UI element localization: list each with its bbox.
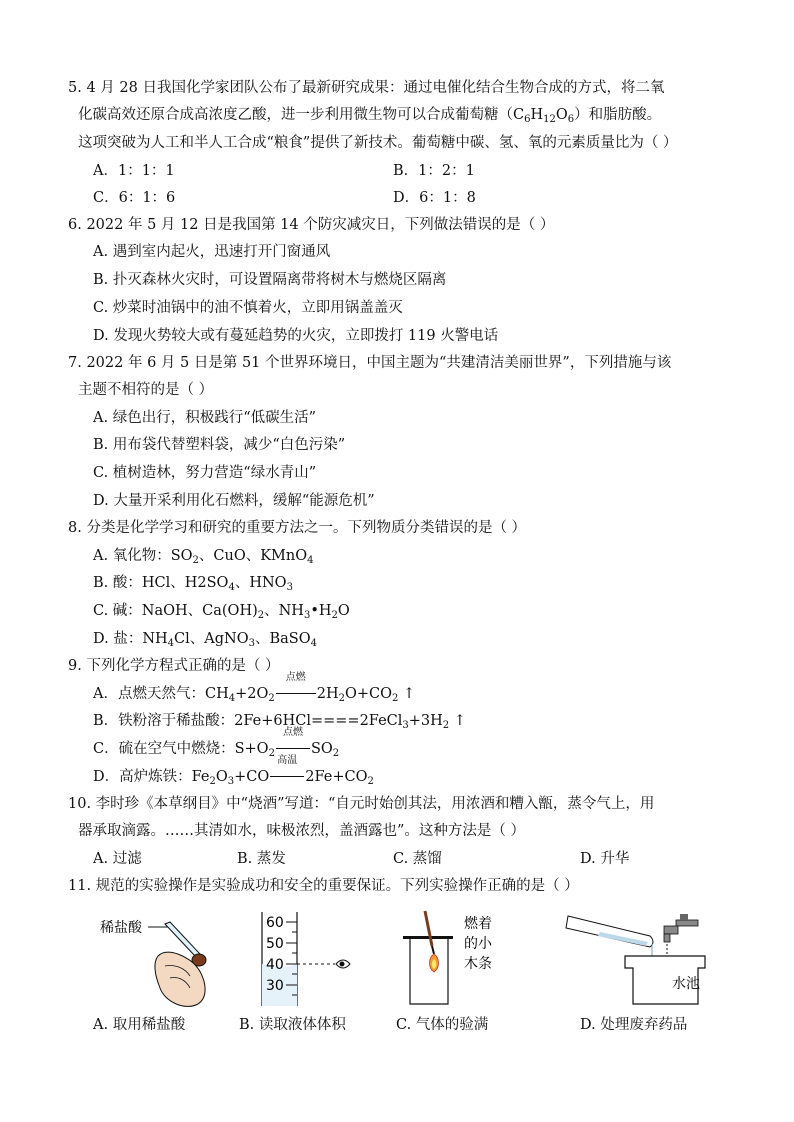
q5-stem-line2: 化碳高效还原合成高浓度乙酸，进一步利用微生物可以合成葡萄糖$(C_6H_{12}O_6)$和脂肪酸。 [78, 107, 662, 125]
reaction-condition: 高温 [277, 755, 298, 766]
reaction-condition: 点燃 [282, 727, 303, 738]
faucet-icon [664, 914, 698, 942]
stick-label-3: 木条 [464, 956, 492, 972]
reaction-condition: 点燃 [285, 672, 306, 683]
tick-label: 40 [266, 957, 284, 973]
q6-option-c[interactable]: C. 炒菜时油锅中的油不慎着火，立即用锅盖盖灭 [93, 300, 403, 316]
tick-label: 50 [266, 936, 284, 952]
acid-label: 稀盐酸 [100, 920, 142, 936]
q11-stem: 11. 规范的实验操作是实验成功和安全的重要保证。下列实验操作正确的是（ ） [68, 878, 579, 894]
q9-option-d[interactable]: D．高炉炼铁：$Fe_2O_3+CO$ 高温 $2Fe+CO_2$ [93, 755, 374, 787]
q11-option-c[interactable]: C. 气体的验满 [396, 1017, 489, 1033]
q8-option-c[interactable]: C. 碱：NaOH、$Ca(OH)_2$、$NH_3•H_2O$ [93, 603, 350, 621]
q10-stem-line2: 器承取滴露。……其清如水，味极浓烈，盖酒露也”。这种方法是（ ） [78, 823, 526, 839]
q8-option-d[interactable]: D. 盐：$NH_4Cl$、AgNO$_3$、BaSO$_4$ [93, 631, 317, 649]
q5-option-a[interactable]: A．1：1：1 [93, 163, 175, 179]
q7-option-c[interactable]: C. 植树造林，努力营造“绿水青山” [93, 465, 317, 481]
q10-stem-line1: 10. 李时珍《本草纲目》中“烧酒”写道：“自元时始创其法，用浓酒和糟入甑，蒸令气上，用 [68, 796, 655, 812]
q5-option-d[interactable]: D．6：1：8 [393, 190, 476, 206]
q8-option-b[interactable]: B. 酸：HCl、$H2SO_4$、$HNO_3$ [93, 575, 293, 593]
stick-label-2: 的小 [464, 936, 492, 952]
gas-arrow-icon: ↑ [403, 686, 416, 702]
q7-stem-line2: 主题不相符的是（ ） [78, 382, 214, 398]
figure-a-dropper [100, 919, 206, 1006]
q9-option-a[interactable]: A．点燃天然气：$CH_4+2O_2$ 点燃 $2H_2O+CO_2$ ↑ [93, 672, 416, 704]
sink-label: 水池 [672, 976, 700, 992]
figure-b-cylinder [262, 912, 350, 1006]
q10-option-d[interactable]: D. 升华 [580, 851, 630, 867]
q5-option-c[interactable]: C．6：1：6 [93, 190, 176, 206]
q11-option-a[interactable]: A. 取用稀盐酸 [93, 1017, 186, 1033]
q11-option-d[interactable]: D. 处理废弃药品 [580, 1017, 688, 1033]
figure-c-bottle [403, 911, 493, 1004]
q11-option-b[interactable]: B. 读取液体体积 [239, 1017, 346, 1033]
q6-option-d[interactable]: D. 发现火势较大或有蔓延趋势的火灾，立即拨打 119 火警电话 [93, 328, 499, 344]
tick-label: 30 [266, 978, 284, 994]
q6-stem: 6. 2022 年 5 月 12 日是我国第 14 个防灾减灾日，下列做法错误的是（ ） [68, 217, 555, 233]
q7-option-a[interactable]: A. 绿色出行，积极践行“低碳生活” [93, 410, 317, 426]
q10-option-c[interactable]: C. 蒸馏 [393, 851, 442, 867]
flame-icon [430, 954, 439, 972]
q6-option-b[interactable]: B. 扑灭森林火灾时，可设置隔离带将树木与燃烧区隔离 [93, 272, 447, 288]
tick-label: 60 [266, 915, 284, 931]
q11-figures [0, 906, 794, 1026]
q5-stem-line3: 这项突破为人工和半人工合成“粮食”提供了新技术。葡萄糖中碳、氢、氧的元素质量比为（ ） [78, 135, 678, 151]
q8-stem: 8. 分类是化学学习和研究的重要方法之一。下列物质分类错误的是（ ） [68, 520, 527, 536]
q9-option-c[interactable]: C．硫在空气中燃烧：$S+O_2$ 点燃 $SO_2$ [93, 727, 340, 759]
q9-stem: 9. 下列化学方程式正确的是（ ） [68, 658, 280, 674]
q7-stem-line1: 7. 2022 年 6 月 5 日是第 51 个世界环境日，中国主题为“共建清洁美丽世界”，下列措施与该 [68, 355, 672, 371]
q7-option-d[interactable]: D. 大量开采利用化石燃料，缓解“能源危机” [93, 493, 375, 509]
q10-option-b[interactable]: B. 蒸发 [237, 851, 286, 867]
q9-option-b[interactable]: B．铁粉溶于稀盐酸：$2Fe+6HCl====2FeCl_3+3H_2$ ↑ [93, 713, 466, 731]
figure-d-sink [566, 914, 705, 1004]
q5-stem-line1: 5. 4 月 28 日我国化学家团队公布了最新研究成果：通过电催化结合生物合成的方式，将二氧 [68, 80, 665, 96]
q10-option-a[interactable]: A. 过滤 [93, 851, 142, 867]
q7-option-b[interactable]: B. 用布袋代替塑料袋，减少“白色污染” [93, 437, 346, 453]
eye-icon [336, 960, 350, 968]
stick-label-1: 燃着 [464, 916, 492, 932]
q8-option-a[interactable]: A. 氧化物：$SO_2$、CuO、KMnO$_4$ [93, 548, 314, 566]
q5-option-b[interactable]: B．1：2：1 [393, 163, 475, 179]
gas-arrow-icon: ↑ [453, 713, 466, 729]
q6-option-a[interactable]: A. 遇到室内起火，迅速打开门窗通风 [93, 244, 331, 260]
